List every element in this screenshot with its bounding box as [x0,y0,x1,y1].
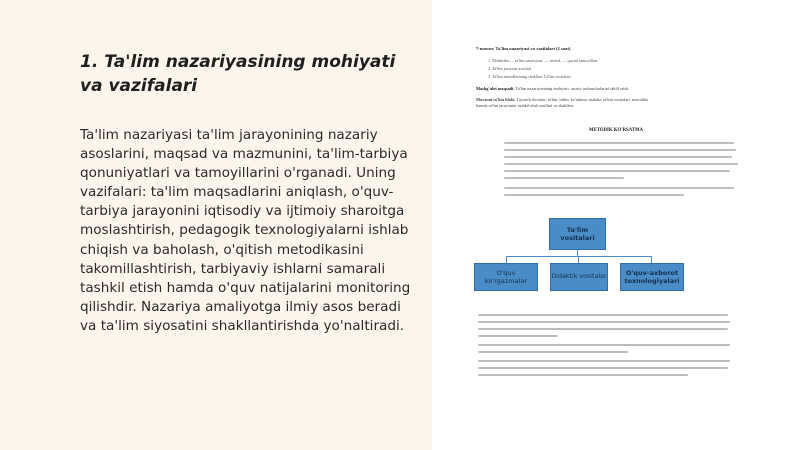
doc-matn-text2: hamda ta'lim jarayonini tashkil etish usullari va shakllari. [476,103,575,108]
doc-matn [476,97,648,109]
text-column [80,50,420,336]
doc-section-title: METODIK KO'RSATMA [588,128,644,133]
diagram-connector [506,256,507,263]
doc-maqsad [476,86,629,91]
doc-text-line [478,328,728,330]
doc-maqsad-label: Mashg'ulot maqsadi. [476,86,515,91]
doc-text-line [478,351,628,353]
diagram-connector [578,256,579,263]
diagram-box-top: Ta'lim vositalari [549,218,606,250]
diagram-box-middle: Didaktik vositalar [550,263,608,291]
doc-text-line [478,335,558,337]
doc-text-line [478,321,730,323]
doc-text-line [478,314,728,316]
diagram-box-left: O'quv ko'rgazmalar [474,263,538,291]
slide-title: 1. Ta'lim nazariyasining mohiyati va vazifalari [80,52,396,96]
doc-text-line [504,170,730,172]
doc-text-line [504,194,684,196]
doc-header: 7-mavzu: Ta'lim nazariyasi va vazifalari (2 soat) [476,46,571,51]
document-page-image [432,0,800,450]
diagram-connector [506,256,652,257]
doc-list-item: 1. Didaktika — ta'lim nazariyasi, — metod, — quyati tamoyillari. [488,58,599,63]
doc-matn-text: Tayanch iboralar: ta'lim, bilim, ko'nikma, malaka, ta'lim vositalari, metodika [516,97,649,102]
doc-text-line [504,163,738,165]
doc-text-line [478,367,728,369]
doc-text-line [478,360,730,362]
doc-text-line [504,156,732,158]
diagram-connector [651,256,652,263]
diagram-box-right: O'quv-axborot texnologiyalari [620,263,684,291]
doc-text-line [504,149,736,151]
doc-text-line [478,344,730,346]
doc-matn-label: Mavzuni ta'lim bloki. [476,97,516,102]
doc-text-line [478,374,688,376]
slide-body-text: Ta'lim nazariyasi ta'lim jarayonining nazariy asoslarini, maqsad va mazmunini, ta'lim-tarbiya qonuniyatlari va tamoyillarini o'rganadi. Uning vazifalari: ta'lim maqsadlarini aniqlash, o'quv-tarbiya jarayonini iqtisodiy va ijtimoiy sharoitga moslashtirish, pedagogik texnologiyalarni ishlab chiqish va baholash, o'qitish metodikasini takomillashtirish, tarbiyaviy ishlarni samarali tashkil etish hamda o'quv natijalarini monitoring qilishdir. Nazariya amaliyotga ilmiy asos beradi va ta'lim siyosatini shakllantirishda yo'naltiradi. [80,127,411,334]
doc-text-line [504,142,734,144]
doc-list-item: 2. Ta'lim jarayoni asoslari. [488,66,533,71]
doc-list-item: 3. Ta'lim metodlarining shakllari Ta'lim vositalari. [488,74,572,79]
doc-maqsad-text: Ta'lim nazariyasining mohiyati, asosiy tushunchalarini tahlil etish. [515,86,630,91]
doc-text-line [504,177,624,179]
doc-text-line [504,187,734,189]
